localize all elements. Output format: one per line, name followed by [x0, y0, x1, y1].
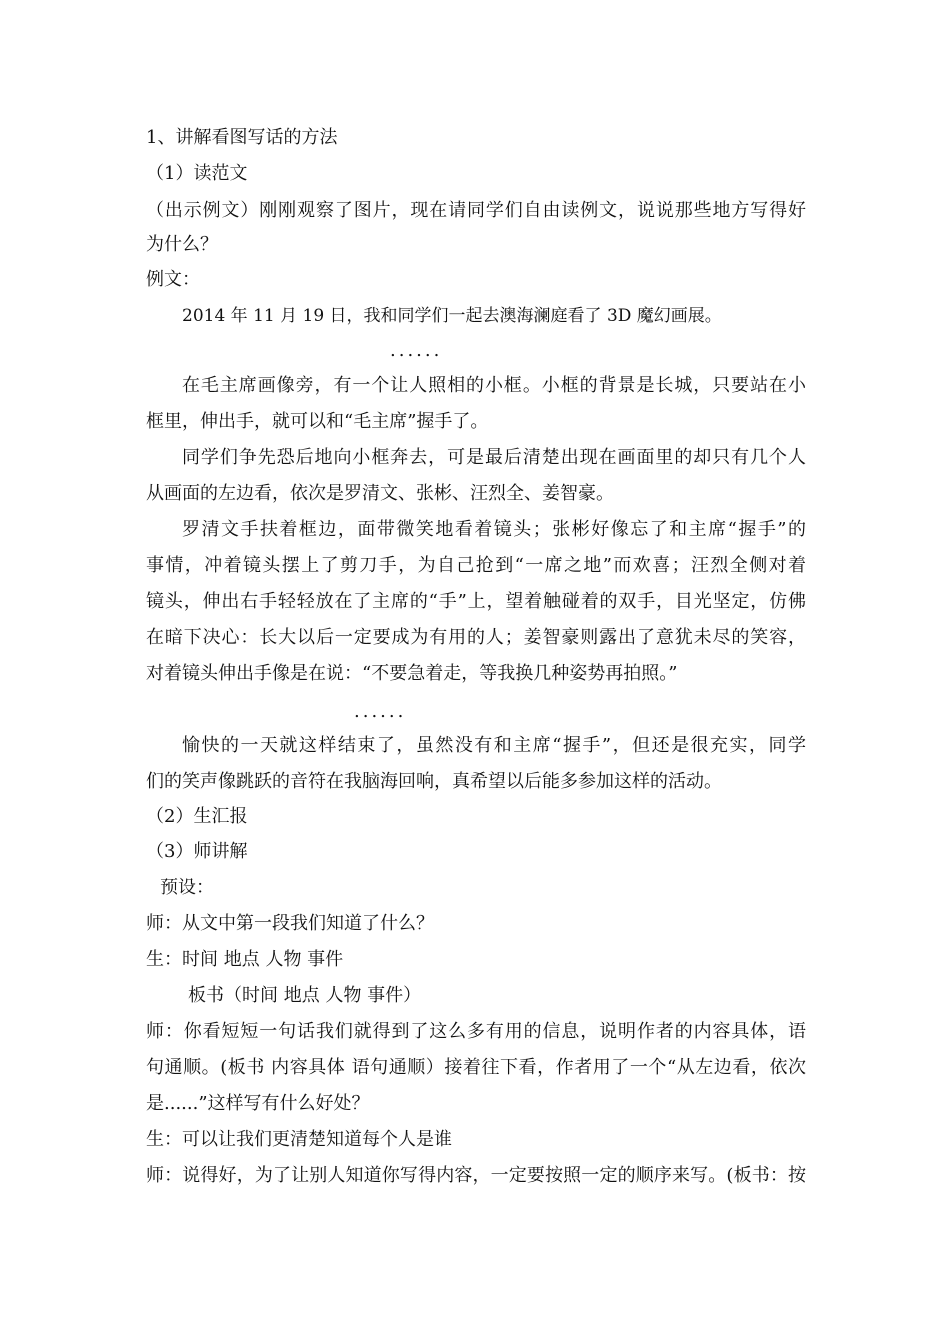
subheading-teacher-explain: （3）师讲解 [146, 841, 248, 862]
subheading-read-example: （1）读范文 [146, 163, 248, 184]
dialogue-line: 句通顺。(板书 内容具体 语句通顺）接着往下看，作者用了一个“从左边看，依次 [146, 1057, 806, 1078]
dialogue-line: 师：你看短短一句话我们就得到了这么多有用的信息，说明作者的内容具体，语 [146, 1021, 806, 1042]
example-line: 们的笑声像跳跃的音符在我脑海回响，真希望以后能多参加这样的活动。 [146, 771, 722, 792]
paragraph-line: 为什么？ [146, 234, 218, 255]
example-label: 例文： [146, 269, 200, 290]
example-line: 框里，伸出手，就可以和“毛主席”握手了。 [146, 411, 489, 432]
dialogue-line: 师：说得好，为了让别人知道你写得内容，一定要按照一定的顺序来写。(板书：按 [146, 1165, 806, 1186]
example-line: 从画面的左边看，依次是罗清文、张彬、汪烈全、姜智豪。 [146, 483, 614, 504]
example-line: 愉快的一天就这样结束了，虽然没有和主席“握手”，但还是很充实，同学 [182, 735, 806, 756]
example-line: 同学们争先恐后地向小框奔去，可是最后清楚出现在画面里的却只有几个人 [182, 447, 806, 468]
example-line: 在暗下决心：长大以后一定要成为有用的人；姜智豪则露出了意犹未尽的笑容， [146, 627, 806, 648]
example-line: 2014 年 11 月 19 日，我和同学们一起去澳海澜庭看了 3D 魔幻画展。 [182, 306, 722, 326]
blackboard-note: 板书（时间 地点 人物 事件） [188, 985, 422, 1006]
dialogue-line: 师：从文中第一段我们知道了什么？ [146, 913, 434, 934]
section-heading: 1、讲解看图写话的方法 [146, 127, 338, 148]
example-line: 罗清文手扶着框边，面带微笑地看着镜头；张彬好像忘了和主席“握手”的 [182, 519, 806, 540]
dialogue-line: 是......”这样写有什么好处？ [146, 1093, 370, 1114]
example-line: 对着镜头伸出手像是在说：“不要急着走，等我换几种姿势再拍照。” [146, 663, 678, 684]
dialogue-line: 生：时间 地点 人物 事件 [146, 949, 344, 970]
ellipsis: ...... [354, 701, 407, 722]
preset-label: 预设： [160, 877, 214, 898]
example-line: 事情，冲着镜头摆上了剪刀手，为自己抢到“一席之地”而欢喜；汪烈全侧对着 [146, 555, 806, 576]
ellipsis: ...... [390, 340, 443, 361]
subheading-student-report: （2）生汇报 [146, 806, 248, 827]
example-line: 镜头，伸出右手轻轻放在了主席的“手”上，望着触碰着的双手，目光坚定，仿佛 [146, 591, 806, 612]
example-line: 在毛主席画像旁，有一个让人照相的小框。小框的背景是长城，只要站在小 [182, 375, 806, 396]
dialogue-line: 生：可以让我们更清楚知道每个人是谁 [146, 1129, 452, 1150]
paragraph-line: （出示例文）刚刚观察了图片，现在请同学们自由读例文，说说那些地方写得好 [146, 200, 806, 221]
